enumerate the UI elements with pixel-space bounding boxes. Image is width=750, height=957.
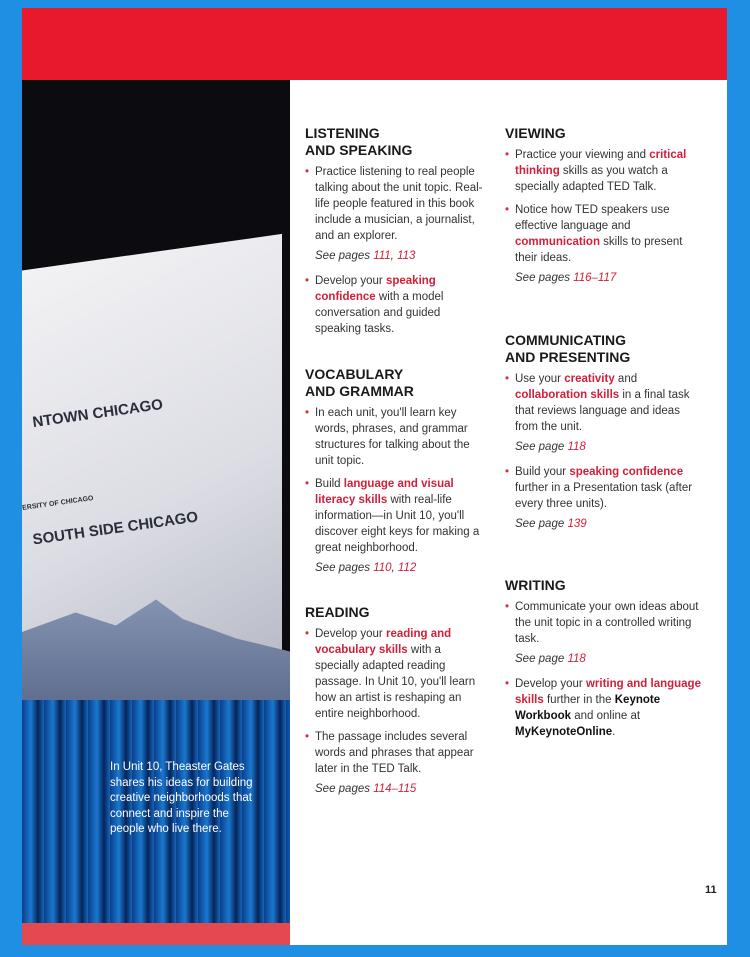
- page-link: 113: [397, 250, 416, 262]
- bullet-text: in a final task that reviews language and ideas from the unit.: [515, 389, 690, 433]
- bullet-text: further in a Presentation task (after every three units).: [515, 482, 693, 510]
- bullet-text: Practice listening to real people talking about the unit topic. Real-life people featured in this book include a musician, a journalist, and an explorer.: [315, 166, 483, 242]
- highlight-text: speaking confidence: [569, 466, 684, 478]
- page-link: 110: [373, 562, 392, 574]
- see-label: See page: [515, 518, 568, 530]
- bullet-item: [505, 371, 705, 435]
- section: [305, 125, 485, 344]
- bullet-item: [305, 626, 485, 722]
- page-link: 114–115: [373, 783, 417, 795]
- ted-talk-photo: [22, 80, 290, 945]
- bullet-text: Practice your viewing and: [515, 149, 650, 161]
- bullet-item: [305, 405, 485, 469]
- page-reference: [305, 560, 485, 576]
- see-label: See pages: [315, 250, 374, 262]
- see-label: See pages: [315, 783, 374, 795]
- section-title: LISTENING AND SPEAKING: [305, 125, 413, 158]
- bullet-text: skills to present their ideas.: [515, 236, 683, 264]
- highlight-text: language and visual literacy skills: [315, 478, 454, 506]
- page-reference: [505, 439, 705, 455]
- section: [505, 332, 705, 541]
- page-link: 111: [373, 250, 391, 262]
- highlight-text: writing and language skills: [515, 678, 701, 706]
- bullet-item: [505, 599, 705, 647]
- section: [505, 577, 705, 747]
- highlight-text: MyKeynoteOnline: [515, 726, 613, 738]
- bullet-item: [505, 202, 705, 266]
- sign-text: ERSITY OF CHICAGO: [22, 495, 94, 512]
- sign-text: NTOWN CHICAGO: [31, 395, 164, 432]
- section-title: READING: [305, 604, 370, 620]
- page-reference: [305, 781, 485, 797]
- page-link: 139: [567, 518, 587, 530]
- bullet-text: The passage includes several words and phrases that appear later in the TED Talk.: [315, 731, 474, 775]
- page-number: 11: [705, 884, 717, 896]
- section-title: COMMUNICATING AND PRESENTING: [505, 332, 631, 365]
- see-label: See page: [515, 653, 568, 665]
- page-reference: [305, 248, 485, 264]
- separator: ,: [391, 562, 398, 574]
- see-label: See pages: [315, 562, 374, 574]
- bullet-text: and: [614, 373, 638, 385]
- page-reference: [505, 516, 705, 532]
- bullet-text: Notice how TED speakers use effective language and: [515, 204, 670, 232]
- section: [305, 604, 485, 806]
- highlight-text: collaboration skills: [515, 389, 620, 401]
- section-title: WRITING: [505, 577, 566, 593]
- page-reference: [505, 651, 705, 667]
- red-banner: [22, 8, 727, 80]
- bullet-text: skills as you watch a specially adapted TED Talk.: [515, 165, 668, 193]
- bullet-text: In each unit, you'll learn key words, phrases, and grammar structures for talking about the unit topic.: [315, 407, 470, 467]
- bullet-text: Build: [315, 478, 344, 490]
- see-label: See pages: [515, 272, 574, 284]
- bullet-text: Communicate your own ideas about the unit topic in a controlled writing task.: [515, 601, 699, 645]
- section: [505, 125, 705, 295]
- section: [305, 366, 485, 585]
- page-link: 112: [397, 562, 417, 574]
- stage-floor: [22, 923, 290, 945]
- book-page: [22, 8, 727, 945]
- bullet-text: with a model conversation and guided speaking tasks.: [315, 291, 444, 335]
- section-title: VOCABULARY AND GRAMMAR: [305, 366, 414, 399]
- bullet-text: Develop your: [315, 275, 386, 287]
- bullet-item: [505, 147, 705, 195]
- bullet-text: Develop your: [515, 678, 586, 690]
- sign-text: SOUTH SIDE CHICAGO: [31, 508, 200, 549]
- highlight-text: creativity: [564, 373, 615, 385]
- bullet-item: [505, 464, 705, 512]
- highlight-text: reading and vocabulary skills: [315, 628, 452, 656]
- bullet-text: Develop your: [315, 628, 386, 640]
- highlight-text: speaking confidence: [315, 275, 436, 303]
- page-link: 118: [567, 441, 586, 453]
- section-title: VIEWING: [505, 125, 566, 141]
- bullet-item: [305, 476, 485, 556]
- bullet-text: .: [612, 726, 616, 738]
- highlight-text: communication: [515, 236, 600, 248]
- page-link: 118: [567, 653, 586, 665]
- bullet-text: and online at: [571, 710, 641, 722]
- separator: ,: [390, 250, 398, 262]
- highlight-text: Keynote Workbook: [515, 694, 661, 722]
- bullet-item: [305, 273, 485, 337]
- bullet-item: [505, 676, 705, 740]
- see-label: See page: [515, 441, 568, 453]
- bullet-text: with real-life information—in Unit 10, you'll discover eight keys for making a great neighborhood.: [315, 494, 480, 554]
- bullet-text: with a specially adapted reading passage. In Unit 10, you'll learn how an artist is reshaping an entire neighborhood.: [315, 644, 476, 720]
- bullet-item: [305, 164, 485, 244]
- highlight-text: critical thinking: [515, 149, 687, 177]
- bullet-item: [305, 729, 485, 777]
- bullet-text: Build your: [515, 466, 570, 478]
- page-link: 116–117: [573, 272, 617, 284]
- page-reference: [505, 270, 705, 286]
- photo-caption: In Unit 10, Theaster Gates shares his ideas for building creative neighborhoods that connect and inspire the people who live there.: [110, 761, 253, 835]
- bullet-text: Use your: [515, 373, 565, 385]
- bullet-text: further in the: [543, 694, 615, 706]
